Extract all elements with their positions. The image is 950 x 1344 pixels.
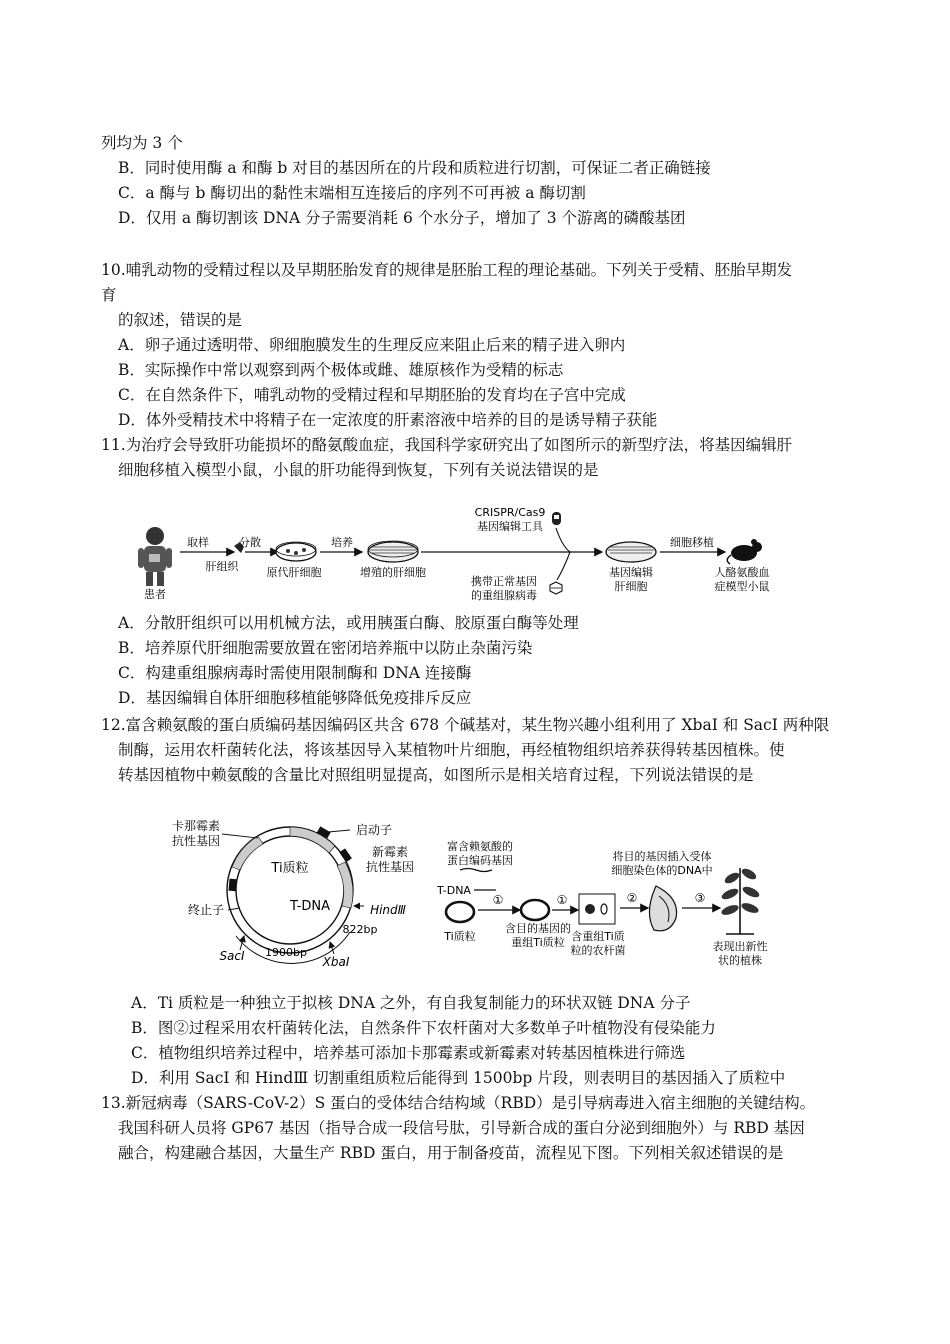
patient-label: 患者	[144, 588, 166, 601]
virus-branch-line	[557, 552, 570, 580]
q9-option-d: D．仅用 a 酶切割该 DNA 分子需要消耗 6 个水分子，增加了 3 个游离的磷酸基团	[118, 209, 686, 227]
transplant-label: 细胞移植	[670, 536, 714, 549]
tdna-small-label: T-DNA	[437, 884, 471, 897]
sampling-label: 取样	[187, 536, 209, 549]
virus-label-line2: 的重组腺病毒	[471, 589, 537, 602]
step2-label: ②	[626, 891, 638, 905]
edited-cells-dish-icon	[606, 542, 656, 562]
tdna-center-label: T-DNA	[289, 899, 331, 914]
adenovirus-icon	[550, 582, 562, 594]
xba-label: XbaⅠ	[322, 955, 350, 969]
q10-stem-line3: 的叙述，错误的是	[118, 311, 243, 329]
q9-option-c: C．a 酶与 b 酶切出的黏性末端相互连接后的序列不可再被 a 酶切割	[118, 184, 586, 202]
liver-tissue-label: 肝组织	[205, 560, 239, 573]
proliferated-cells-label: 增殖的肝细胞	[360, 566, 426, 579]
virus-label-line1: 携带正常基因	[471, 575, 537, 588]
ti-plasmid-figure	[160, 812, 780, 977]
promoter-label: 启动子	[355, 823, 393, 837]
recombinant-plasmid-icon	[521, 900, 549, 920]
terminator-label: 终止子	[187, 903, 225, 917]
gene-label-line1: 富含赖氨酸的	[447, 840, 513, 853]
q10-option-b: B．实际操作中常以观察到两个极体或雌、雄原核作为受精的标志	[118, 361, 564, 379]
ti-plasmid-center-label: Ti质粒	[271, 861, 309, 876]
q12-stem-line2: 制酶，运用农杆菌转化法，将该基因导入某植物叶片细胞，再经植物组织培养获得转基因植株。使	[118, 741, 785, 759]
q11-option-a: A．分散肝组织可以用机械方法，或用胰蛋白酶、胶原蛋白酶等处理	[118, 614, 579, 632]
proliferated-cells-dish-icon	[368, 541, 418, 562]
step1-label-a: ①	[492, 893, 504, 907]
q12-option-c: C．植物组织培养过程中，培养基可添加卡那霉素或新霉素对转基因植株进行筛选	[131, 1044, 686, 1062]
q9-stem-continuation: 列均为 3 个	[101, 134, 183, 152]
mouse-label-line1: 人酪氨酸血	[714, 566, 770, 579]
q12-option-b: B．图②过程采用农杆菌转化法，自然条件下农杆菌对大多数单子叶植物没有侵染能力	[131, 1019, 716, 1037]
crispr-branch-line	[556, 528, 570, 552]
neo-label-line2: 抗性基因	[365, 860, 415, 874]
q10-option-d: D．体外受精技术中将精子在一定浓度的肝素溶液中培养的目的是诱导精子获能	[118, 411, 658, 429]
q13-stem-line2: 我国科研人员将 GP67 基因（指导合成一段信号肽，引导新合成的蛋白分泌到细胞外）与 RBD 基因	[118, 1119, 805, 1137]
disperse-label: 分散	[239, 536, 261, 549]
crispr-label-line2: 基因编辑工具	[477, 520, 543, 533]
q13-stem-line3: 融合，构建融合基因，大量生产 RBD 蛋白，用于制备疫苗，流程见下图。下列相关叙述错误的是	[118, 1144, 784, 1162]
q10-option-a: A．卵子通过透明带、卵细胞膜发生的生理反应来阻止后来的精子进入卵内	[118, 336, 626, 354]
q12-option-d: D．利用 SacI 和 HindⅢ 切割重组质粒后能得到 1500bp 片段，则表明目的基因插入了质粒中	[131, 1069, 786, 1087]
recomb-label-line2: 重组Ti质粒	[511, 936, 565, 949]
q11-option-c: C．构建重组腺病毒时需使用限制酶和 DNA 连接酶	[118, 664, 472, 682]
transgenic-plant-icon	[720, 867, 761, 934]
edited-cells-label-line1: 基因编辑	[609, 566, 653, 579]
kan-label-line1: 卡那霉素	[171, 819, 221, 833]
patient-icon	[138, 527, 172, 586]
q11-stem-line1: 11.为治疗会导致肝功能损坏的酪氨酸血症，我国科学家研究出了如图所示的新型疗法，将基因编辑肝	[101, 436, 793, 454]
gene-label-line2: 蛋白编码基因	[447, 854, 513, 867]
bp1900-label: 1900bp	[265, 946, 307, 959]
neo-label-line1: 新霉素	[371, 845, 409, 859]
q10-stem-line1: 10.哺乳动物的受精过程以及早期胚胎发育的规律是胚胎工程的理论基础。下列关于受精、胚胎早期发	[101, 261, 793, 279]
ti-plasmid-map	[227, 826, 353, 963]
plant-label-line1: 表现出新性	[712, 940, 768, 953]
kan-label-line2: 抗性基因	[171, 834, 221, 848]
q12-option-a: A．Ti 质粒是一种独立于拟核 DNA 之外，有自我复制能力的环状双链 DNA 分子	[131, 994, 691, 1012]
mouse-label-line2: 症模型小鼠	[714, 580, 770, 593]
insert-label-line2: 细胞染色体的DNA中	[611, 864, 713, 877]
q12-stem-line3: 转基因植物中赖氨酸的含量比对照组明显提高，如图所示是相关培育过程，下列说法错误的是	[118, 766, 754, 784]
leaf-cell-icon	[649, 886, 676, 931]
crispr-label-line1: CRISPR/Cas9	[474, 506, 546, 519]
q12-stem-line1: 12.富含赖氨酸的蛋白质编码基因编码区共含 678 个碱基对，某生物兴趣小组利用了 XbaI 和 SacI 两种限	[101, 716, 830, 734]
insert-label-line1: 将目的基因插入受体	[612, 850, 712, 863]
q13-stem-line1: 13.新冠病毒（SARS-CoV-2）S 蛋白的受体结合结构域（RBD）是引导病毒进入宿主细胞的关键结构。	[101, 1094, 816, 1112]
bp822-label: 822bp	[342, 923, 378, 936]
culture-label: 培养	[331, 536, 353, 549]
q11-stem-line2: 细胞移植入模型小鼠，小鼠的肝功能得到恢复，下列有关说法错误的是	[118, 461, 599, 479]
step1-label-b: ①	[556, 893, 568, 907]
mouse-icon	[727, 539, 762, 564]
gene-icon	[460, 869, 492, 872]
q10-stem-line2: 育	[101, 286, 117, 304]
hind-label: HindⅢ	[370, 903, 406, 917]
primary-cells-label: 原代肝细胞	[266, 566, 322, 579]
step3-label: ③	[694, 891, 706, 905]
q10-option-c: C．在自然条件下，哺乳动物的受精过程和早期胚胎的发育均在子宫中完成	[118, 386, 626, 404]
crispr-tool-icon	[552, 512, 561, 525]
recomb-label-line1: 含目的基因的	[505, 922, 571, 935]
agro-label-line2: 粒的农杆菌	[570, 944, 626, 957]
q11-option-d: D．基因编辑自体肝细胞移植能够降低免疫排斥反应	[118, 689, 472, 707]
q9-option-b: B．同时使用酶 a 和酶 b 对目的基因所在的片段和质粒进行切割，可保证二者正确链接	[118, 159, 711, 177]
sac-label: SacⅠ	[219, 949, 245, 963]
plant-label-line2: 状的植株	[718, 954, 762, 967]
small-ti-plasmid-icon	[446, 902, 474, 922]
agrobacterium-icon	[579, 894, 615, 924]
edited-cells-label-line2: 肝细胞	[614, 580, 648, 593]
agro-label-line1: 含重组Ti质	[571, 930, 625, 943]
small-ti-label: Ti质粒	[444, 930, 476, 943]
q11-option-b: B．培养原代肝细胞需要放置在密闭培养瓶中以防止杂菌污染	[118, 639, 533, 657]
liver-therapy-figure	[130, 502, 790, 610]
primary-cells-dish-icon	[276, 542, 316, 561]
